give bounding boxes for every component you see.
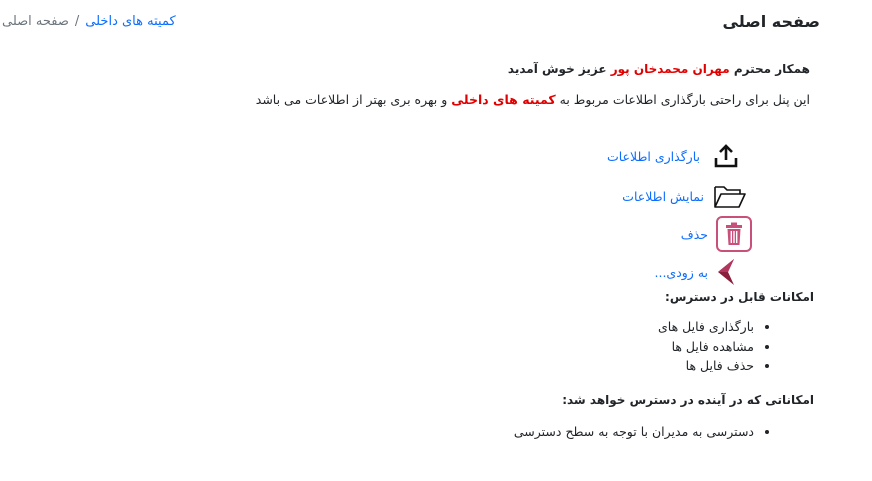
available-features-list	[658, 317, 768, 376]
coming-soon-label: به زودی...	[654, 264, 708, 280]
intro-text	[256, 92, 810, 107]
list-item: • مشاهده فایل ها	[658, 337, 754, 357]
delete-button[interactable]	[681, 216, 752, 252]
breadcrumb	[2, 14, 176, 29]
chevron-left-icon	[716, 256, 736, 288]
welcome-message	[508, 62, 810, 76]
view-data-button[interactable]	[622, 180, 748, 212]
trash-icon	[716, 216, 752, 252]
upload-data-button[interactable]	[607, 140, 744, 172]
breadcrumb-link-internal-committees[interactable]: کمیته های داخلی	[85, 14, 176, 29]
list-item: • حذف فایل ها	[658, 356, 754, 376]
welcome-suffix: عزیز خوش آمدید	[507, 62, 607, 76]
upcoming-features-list	[514, 422, 768, 442]
upload-icon	[708, 140, 744, 172]
welcome-prefix: همکار محترم	[733, 62, 810, 76]
breadcrumb-current: صفحه اصلی	[2, 14, 69, 29]
coming-soon-link[interactable]	[655, 256, 737, 288]
upload-data-label: بارگذاری اطلاعات	[606, 148, 700, 164]
breadcrumb-separator: /	[74, 14, 80, 29]
folder-open-icon	[712, 180, 748, 212]
list-item: • دسترسی به مدیران با توجه به سطح دسترسی	[514, 422, 754, 442]
intro-suffix: و بهره بری بهتر از اطلاعات می باشد	[255, 92, 448, 107]
user-name: مهران محمدخان پور	[610, 62, 730, 76]
view-data-label: نمایش اطلاعات	[622, 188, 704, 204]
page-title: صفحه اصلی	[722, 12, 820, 31]
upcoming-features-title: امکاناتی که در آینده در دسترس خواهد شد:	[562, 393, 814, 407]
intro-highlight: کمیته های داخلی	[451, 92, 556, 107]
delete-label: حذف	[680, 226, 708, 242]
available-features-title: امکانات قابل در دسترس:	[665, 290, 814, 304]
intro-prefix: این پنل برای راحتی بارگذاری اطلاعات مربوط به	[559, 92, 810, 107]
list-item: • بارگذاری فایل های	[658, 317, 754, 337]
